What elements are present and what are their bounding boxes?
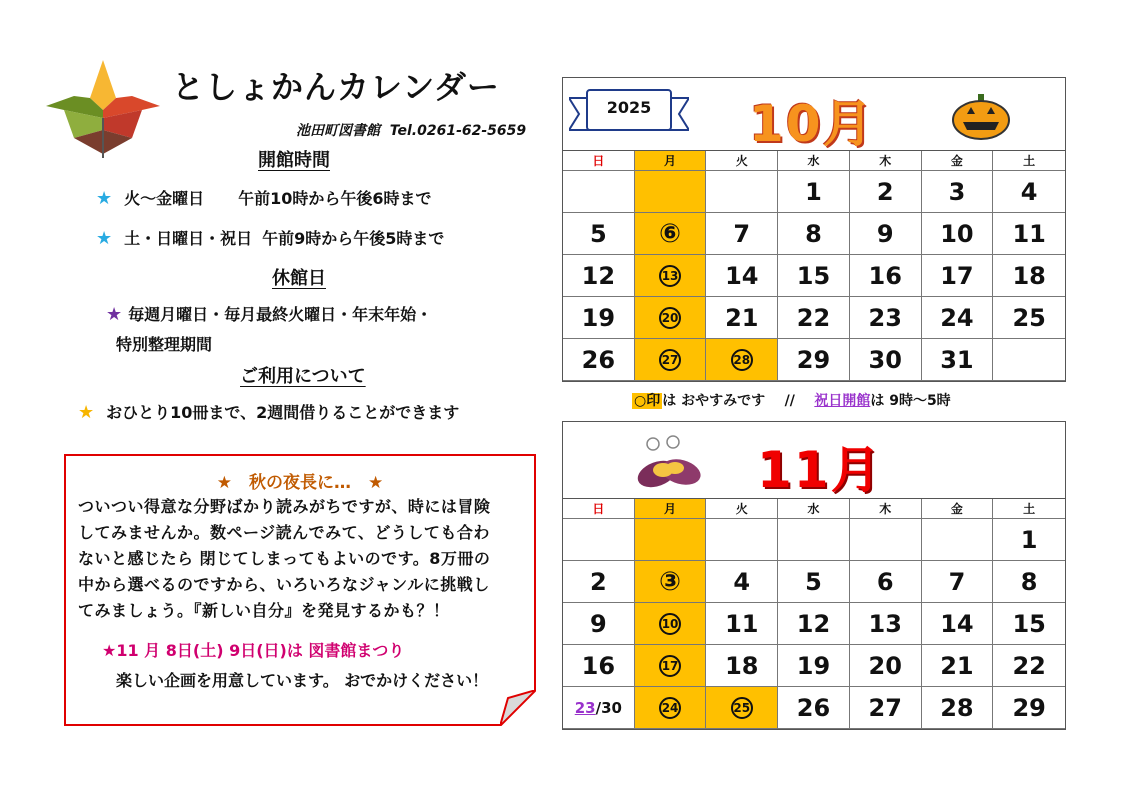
calendar-october [562, 77, 1066, 382]
hours-item: ★ 火～金曜日 午前10時から午後6時まで [96, 188, 432, 209]
day-cell: ③ [635, 561, 707, 603]
holiday-open-label: 祝日開館 [814, 393, 871, 409]
day-cell [635, 297, 707, 339]
day-cell [706, 171, 778, 213]
note-body: ついつい得意な分野ばかり読みがちですが、時には冒険 してみませんか。数ページ読んでみて、どうしても合わ ないと感じたら 閉じてしまってもよいのです。8万冊の 中から選べるのですから、いろいろなジャンルに挑戦し てみましょう。『新しい自分』を発見するかも？！ [78, 497, 491, 620]
weekday-header: 火 [706, 151, 778, 171]
star-icon: ★ [96, 188, 113, 209]
day-cell: 23 [850, 297, 922, 339]
day-cell: 29 [778, 339, 850, 381]
day-cell: 12 [563, 255, 635, 297]
calendar-legend: ○印 は おやすみです // 祝日開館は 9時～5時 [634, 393, 951, 409]
day-cell: 19 [778, 645, 850, 687]
day-cell [563, 687, 635, 729]
closed-day-circle: 13 [659, 265, 681, 287]
weekday-header: 水 [778, 151, 850, 171]
weekday-header: 木 [850, 499, 922, 519]
day-cell: 22 [993, 645, 1065, 687]
day-cell: 25 [993, 297, 1065, 339]
day-cell [635, 603, 707, 645]
day-cell: 18 [993, 255, 1065, 297]
day-cell: 10 [922, 213, 994, 255]
pumpkin-icon [951, 92, 1011, 140]
day-cell: 19 [563, 297, 635, 339]
weekday-header: 月 [635, 151, 707, 171]
weekday-header: 金 [922, 499, 994, 519]
day-cell [993, 339, 1065, 381]
month-title: 11月 [757, 441, 883, 499]
day-cell: 17 [922, 255, 994, 297]
day-cell: 4 [993, 171, 1065, 213]
day-cell: 7 [706, 213, 778, 255]
day-cell: 16 [850, 255, 922, 297]
closed-day-circle: 28 [731, 349, 753, 371]
weekday-header: 土 [993, 151, 1065, 171]
day-cell: 21 [706, 297, 778, 339]
day-cell: 15 [778, 255, 850, 297]
day-cell [635, 255, 707, 297]
calendar-header [563, 422, 1065, 499]
calendar-grid [563, 499, 1065, 729]
day-cell [850, 519, 922, 561]
star-icon: ★ [96, 228, 113, 249]
closed-day-circle: 24 [659, 697, 681, 719]
star-icon: ★ [106, 304, 123, 325]
weekday-header: 木 [850, 151, 922, 171]
day-cell: 5 [778, 561, 850, 603]
weekday-header: 水 [778, 499, 850, 519]
day-cell: 2 [563, 561, 635, 603]
weekday-header: 金 [922, 151, 994, 171]
closed-mark: ○印 [634, 393, 661, 409]
day-cell: 29 [993, 687, 1065, 729]
day-cell: 9 [850, 213, 922, 255]
day-cell: 9 [563, 603, 635, 645]
day-cell: 20 [850, 645, 922, 687]
combined-day: /30 [595, 698, 622, 717]
hours-item: ★ 土・日曜日・祝日 午前9時から午後5時まで [96, 228, 445, 249]
day-cell: 14 [706, 255, 778, 297]
event-subtext: 楽しい企画を用意しています。 おでかけください！ [116, 671, 489, 690]
weekday-header: 火 [706, 499, 778, 519]
closed-line: ★ 毎週月曜日・毎月最終火曜日・年末年始・ [106, 304, 433, 325]
day-cell: 13 [850, 603, 922, 645]
maple-leaf-icon [44, 58, 162, 158]
day-cell [706, 687, 778, 729]
day-cell: 7 [922, 561, 994, 603]
day-cell: 14 [922, 603, 994, 645]
sweet-potato-icon [633, 434, 703, 490]
day-cell: 15 [993, 603, 1065, 645]
closed-day-circle: 10 [659, 613, 681, 635]
day-cell: 4 [706, 561, 778, 603]
day-cell: 5 [563, 213, 635, 255]
day-cell: 2 [850, 171, 922, 213]
day-cell: 8 [778, 213, 850, 255]
day-cell: 12 [778, 603, 850, 645]
day-cell [778, 519, 850, 561]
day-cell: 11 [993, 213, 1065, 255]
closed-day-circle: 25 [731, 697, 753, 719]
page-title: としょかんカレンダー [172, 68, 500, 106]
weekday-header: 月 [635, 499, 707, 519]
day-cell [635, 519, 707, 561]
day-cell [635, 687, 707, 729]
calendar-grid [563, 151, 1065, 381]
library-contact [296, 120, 526, 140]
day-cell: 11 [706, 603, 778, 645]
closed-heading: 休館日 [272, 268, 326, 289]
hours-heading: 開館時間 [258, 150, 330, 171]
library-tel: Tel.0261-62-5659 [389, 123, 527, 139]
day-cell: 26 [563, 339, 635, 381]
day-cell [706, 339, 778, 381]
month-title: 10月 [749, 95, 875, 153]
day-cell: 8 [993, 561, 1065, 603]
day-cell: 16 [563, 645, 635, 687]
weekday-header: 土 [993, 499, 1065, 519]
star-icon: ★ [78, 402, 95, 423]
closed-day-circle: 27 [659, 349, 681, 371]
day-cell [922, 519, 994, 561]
closed-day-circle: 17 [659, 655, 681, 677]
closed-line: 特別整理期間 [116, 335, 213, 354]
day-cell: 28 [922, 687, 994, 729]
weekday-header: 日 [563, 151, 635, 171]
holiday-day: 23 [574, 698, 596, 717]
day-cell: 26 [778, 687, 850, 729]
day-cell: 1 [993, 519, 1065, 561]
day-cell: 6 [850, 561, 922, 603]
calendar-november [562, 421, 1066, 730]
day-cell: ⑥ [635, 213, 707, 255]
autumn-note-box [64, 454, 536, 726]
day-cell [635, 171, 707, 213]
usage-text: ★ おひとり10冊まで、2週間借りることができます [78, 402, 460, 423]
year-label: 2025 [606, 98, 652, 117]
day-cell [635, 645, 707, 687]
day-cell [635, 339, 707, 381]
day-cell: 22 [778, 297, 850, 339]
day-cell [563, 171, 635, 213]
calendar-header [563, 78, 1065, 151]
weekday-header: 日 [563, 499, 635, 519]
page-curl-icon [500, 690, 536, 726]
usage-heading: ご利用について [240, 366, 366, 387]
event-announcement: ★11 月 8日(土) 9日(日)は 図書館まつり [102, 641, 405, 660]
day-cell: 27 [850, 687, 922, 729]
day-cell: 18 [706, 645, 778, 687]
library-name: 池田町図書館 [296, 123, 380, 139]
day-cell: 24 [922, 297, 994, 339]
day-cell: 31 [922, 339, 994, 381]
closed-day-circle: 20 [659, 307, 681, 329]
day-cell: 3 [922, 171, 994, 213]
day-cell [563, 519, 635, 561]
day-cell: 21 [922, 645, 994, 687]
day-cell: 1 [778, 171, 850, 213]
note-heading: ★ 秋の夜長に… ★ [216, 473, 384, 493]
day-cell: 30 [850, 339, 922, 381]
day-cell [706, 519, 778, 561]
